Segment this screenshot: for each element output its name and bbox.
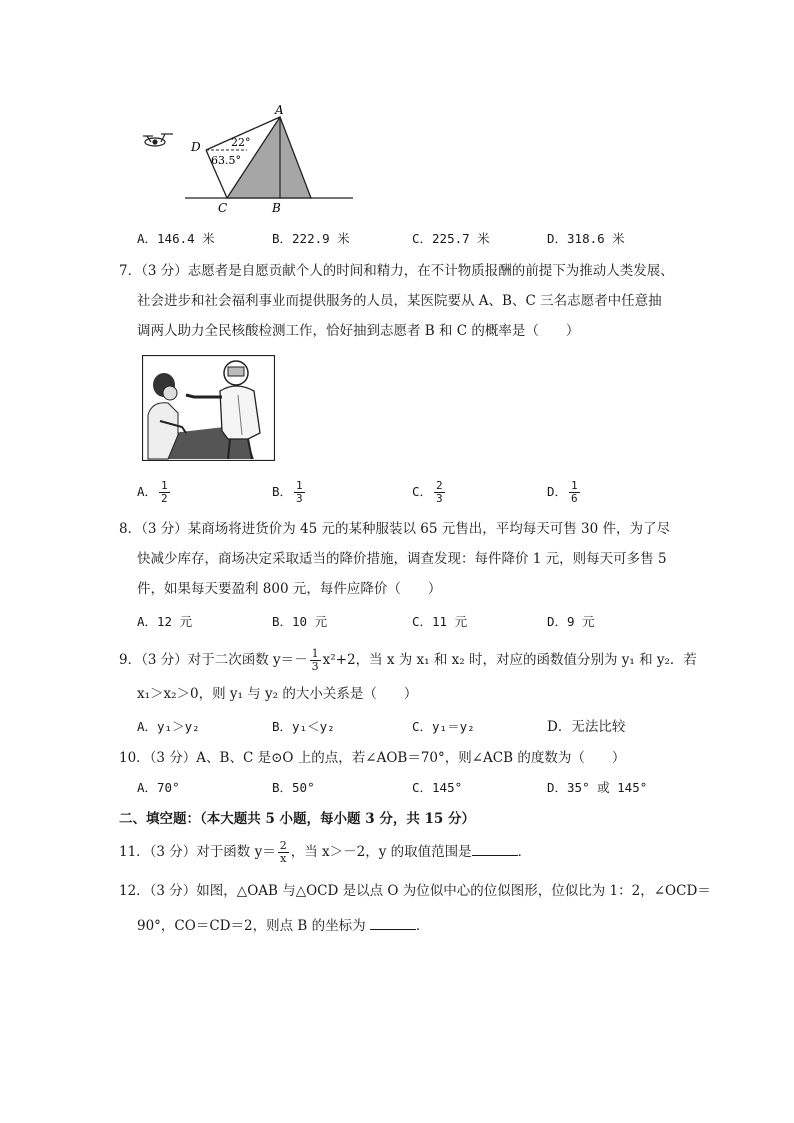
q7-illustration bbox=[142, 355, 275, 461]
q6-option-b: B．222.9 米 bbox=[272, 231, 350, 246]
q8-line3: 件，如果每天要盈利 800 元，每件应降价（ ） bbox=[137, 581, 442, 597]
q9-option-a: A．y₁＞y₂ bbox=[137, 719, 200, 734]
q7-line1: 7．（3 分）志愿者是自愿贡献个人的时间和精力，在不计物质报酬的前提下为推动人类发展、 bbox=[119, 263, 674, 279]
q10-line1: 10．（3 分）A、B、C 是⊙O 上的点，若∠AOB＝70°，则∠ACB 的度数为（ ） bbox=[119, 750, 626, 766]
q7-option-a: A． $\frac{1}{2}$ bbox=[137, 479, 168, 505]
q7-option-d: D． $\frac{1}{6}$ bbox=[547, 479, 578, 505]
q9-line1: 9．（3 分）对于二次函数 y＝－ $\frac{1}{3}$ x²+2，当 x 为 x₁ 和 x₂ 时，对应的函数值分别为 y₁ 和 y₂．若 bbox=[119, 647, 697, 673]
q8-option-d: D．9 元 bbox=[547, 614, 595, 629]
q10-option-b: B．50° bbox=[272, 780, 315, 795]
q11-answer-blank[interactable] bbox=[472, 841, 518, 856]
q9-line2: x₁＞x₂＞0，则 y₁ 与 y₂ 的大小关系是（ ） bbox=[137, 686, 418, 702]
q7-option-b: B． $\frac{1}{3}$ bbox=[272, 479, 303, 505]
q7-option-c: C． $\frac{2}{3}$ bbox=[412, 479, 443, 505]
q8-line1: 8．（3 分）某商场将进货价为 45 元的某种服装以 65 元售出，平均每天可售 30 件，为了尽 bbox=[119, 521, 671, 537]
q6-figure bbox=[135, 100, 365, 218]
q9-option-c: C．y₁＝y₂ bbox=[412, 719, 475, 734]
q8-option-b: B．10 元 bbox=[272, 614, 328, 629]
drone-icon bbox=[143, 134, 173, 146]
label-a: A bbox=[275, 103, 284, 117]
q6-option-d: D．318.6 米 bbox=[547, 231, 625, 246]
q8-option-a: A．12 元 bbox=[137, 614, 193, 629]
q9-option-b: B．y₁＜y₂ bbox=[272, 719, 335, 734]
q11-line1: 11．（3 分）对于函数 y＝ $\frac{2}{x}$ ，当 x＞－2，y 的取值范围是 ． bbox=[119, 839, 532, 865]
label-b: B bbox=[272, 201, 281, 215]
label-d: D bbox=[191, 140, 201, 154]
q8-option-c: C．11 元 bbox=[412, 614, 468, 629]
q10-option-d: D．35° 或 145° bbox=[547, 780, 648, 795]
q12-line2: 90°，CO＝CD＝2，则点 B 的坐标为 ． bbox=[137, 915, 429, 936]
label-c: C bbox=[218, 201, 228, 215]
q10-option-a: A．70° bbox=[137, 780, 180, 795]
q10-option-c: C．145° bbox=[412, 780, 463, 795]
q7-line3: 调两人助力全民核酸检测工作，恰好抽到志愿者 B 和 C 的概率是（ ） bbox=[137, 323, 580, 339]
q8-line2: 快减少库存，商场决定采取适当的降价措施，调查发现：每件降价 1 元，则每天可多售 5 bbox=[137, 551, 667, 567]
q7-line2: 社会进步和社会福利事业而提供服务的人员，某医院要从 A、B、C 三名志愿者中任意抽 bbox=[137, 293, 662, 309]
angle-22: 22° bbox=[231, 136, 251, 149]
q12-answer-blank[interactable] bbox=[370, 915, 416, 930]
section-2-heading: 二、填空题：（本大题共 5 小题，每小题 3 分，共 15 分） bbox=[119, 811, 476, 827]
q6-option-a: A．146.4 米 bbox=[137, 231, 215, 246]
q9-option-d: D．无法比较 bbox=[547, 719, 626, 735]
q12-line1: 12．（3 分）如图，△OAB 与△OCD 是以点 O 为位似中心的位似图形，位似比为 1：2，∠OCD＝ bbox=[119, 883, 711, 899]
q6-option-c: C．225.7 米 bbox=[412, 231, 490, 246]
angle-63-5: 63.5° bbox=[211, 154, 241, 167]
